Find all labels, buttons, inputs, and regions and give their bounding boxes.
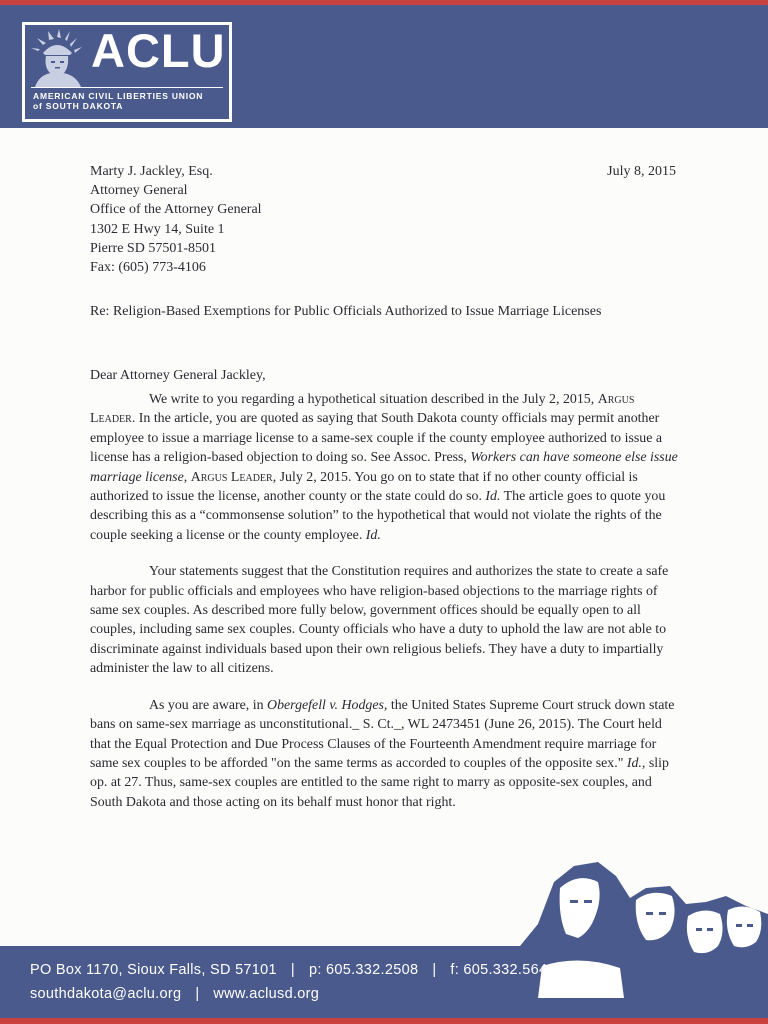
publication-name: Argus Leader: [90, 392, 635, 427]
footer-separator: |: [195, 986, 200, 1002]
statue-of-liberty-icon: [29, 29, 85, 87]
subject-line: Re: Religion-Based Exemptions for Public Officials Authorized to Issue Marriage Licenses: [90, 304, 602, 319]
aclu-logo: [22, 22, 232, 122]
footer-separator: |: [432, 962, 437, 978]
recipient-line: Pierre SD 57501-8501: [90, 240, 216, 256]
mount-rushmore-icon: [520, 858, 768, 998]
recipient-address: [90, 162, 262, 277]
body-paragraph-1: [90, 390, 680, 545]
aclu-wordmark: ACLU: [91, 24, 226, 77]
text-run: The article goes to quote you describing this as a “commonsense solution” to the hypothetical that would not violate the rights of the couple seeking a license or the county employee.: [90, 489, 666, 543]
org-name-line2: of SOUTH DAKOTA: [33, 101, 124, 111]
citation-id: Id.: [365, 527, 381, 543]
text-run: We write to you regarding a hypothetical situation described in the July 2, 2015,: [149, 392, 598, 407]
recipient-line: Attorney General: [90, 183, 188, 199]
footer-contact-line2: [30, 986, 319, 1002]
text-run: , July 2, 2015. You go on to state that if no other county official is authorized to issue the license, another county or the state could do so.: [90, 469, 638, 505]
footer-fax: f: 605.332.5648: [450, 962, 556, 978]
article-title: Workers can have someone else issue marriage license: [90, 450, 678, 485]
footer-website: www.aclusd.org: [213, 986, 320, 1002]
recipient-line: Marty J. Jackley, Esq.: [90, 164, 213, 179]
recipient-line: Office of the Attorney General: [90, 202, 262, 218]
aclu-logo-panel: [25, 25, 229, 119]
letterhead-banner: [0, 0, 768, 128]
recipient-line: 1302 E Hwy 14, Suite 1: [90, 221, 225, 237]
salutation: Dear Attorney General Jackley,: [90, 368, 266, 383]
footer-address: PO Box 1170, Sioux Falls, SD 57101: [30, 962, 277, 978]
body-paragraph-3: [90, 696, 680, 812]
org-name: [33, 91, 203, 111]
footer-contact-line1: [30, 962, 556, 978]
text-run: slip op. at 27. Thus, same-sex couples are entitled to the same right to marry as opposite-sex couples, and South Dakota and those acting on its behalf must honor that right.: [90, 755, 669, 810]
letter-body: [90, 390, 680, 829]
case-name: Obergefell v. Hodges,: [267, 697, 388, 713]
recipient-line: Fax: (605) 773-4106: [90, 260, 206, 276]
publication-name: Argus Leader: [190, 469, 273, 485]
logo-divider: [31, 87, 223, 88]
footer-phone: p: 605.332.2508: [308, 962, 419, 978]
text-run: the United States Supreme Court struck down state bans on same-sex marriage as unconstitutional._ S. Ct._, WL 2473451 (June 26, 2015). The Court held that the Equal Protection and Due Process Clauses of the Fourteenth Amendment require marriage for same sex couples to be afforded "on the same terms as accorded to couples of the opposite sex.": [90, 697, 675, 771]
text-run: . In the article, you are quoted as saying that South Dakota county officials may permit another employee to issue a marriage license to a same-sex couple if the county employee authorized to issue a license has a religion-based objection to doing so. See Assoc. Press,: [90, 411, 663, 466]
body-paragraph-2: Your statements suggest that the Constitution requires and authorizes the state to create a safe harbor for public officials and employees who have religion-based objections to the marriage rights of same sex couples. As described more fully below, government offices should be equally open to all couples, including same sex couples. County officials who have a duty to uphold the law are not able to discriminate against individuals based upon their own religious beliefs. They have a duty to impartially administer the law to all citizens.: [90, 564, 669, 677]
text-run: ,: [183, 469, 191, 485]
citation-id: Id.,: [626, 755, 646, 771]
org-name-line1: AMERICAN CIVIL LIBERTIES UNION: [33, 91, 204, 101]
footer-separator: |: [290, 962, 295, 978]
citation-id: Id.: [485, 489, 501, 505]
text-run: As you are aware, in: [149, 697, 268, 713]
letter-date: July 8, 2015: [607, 164, 676, 179]
footer-email: southdakota@aclu.org: [30, 986, 182, 1002]
